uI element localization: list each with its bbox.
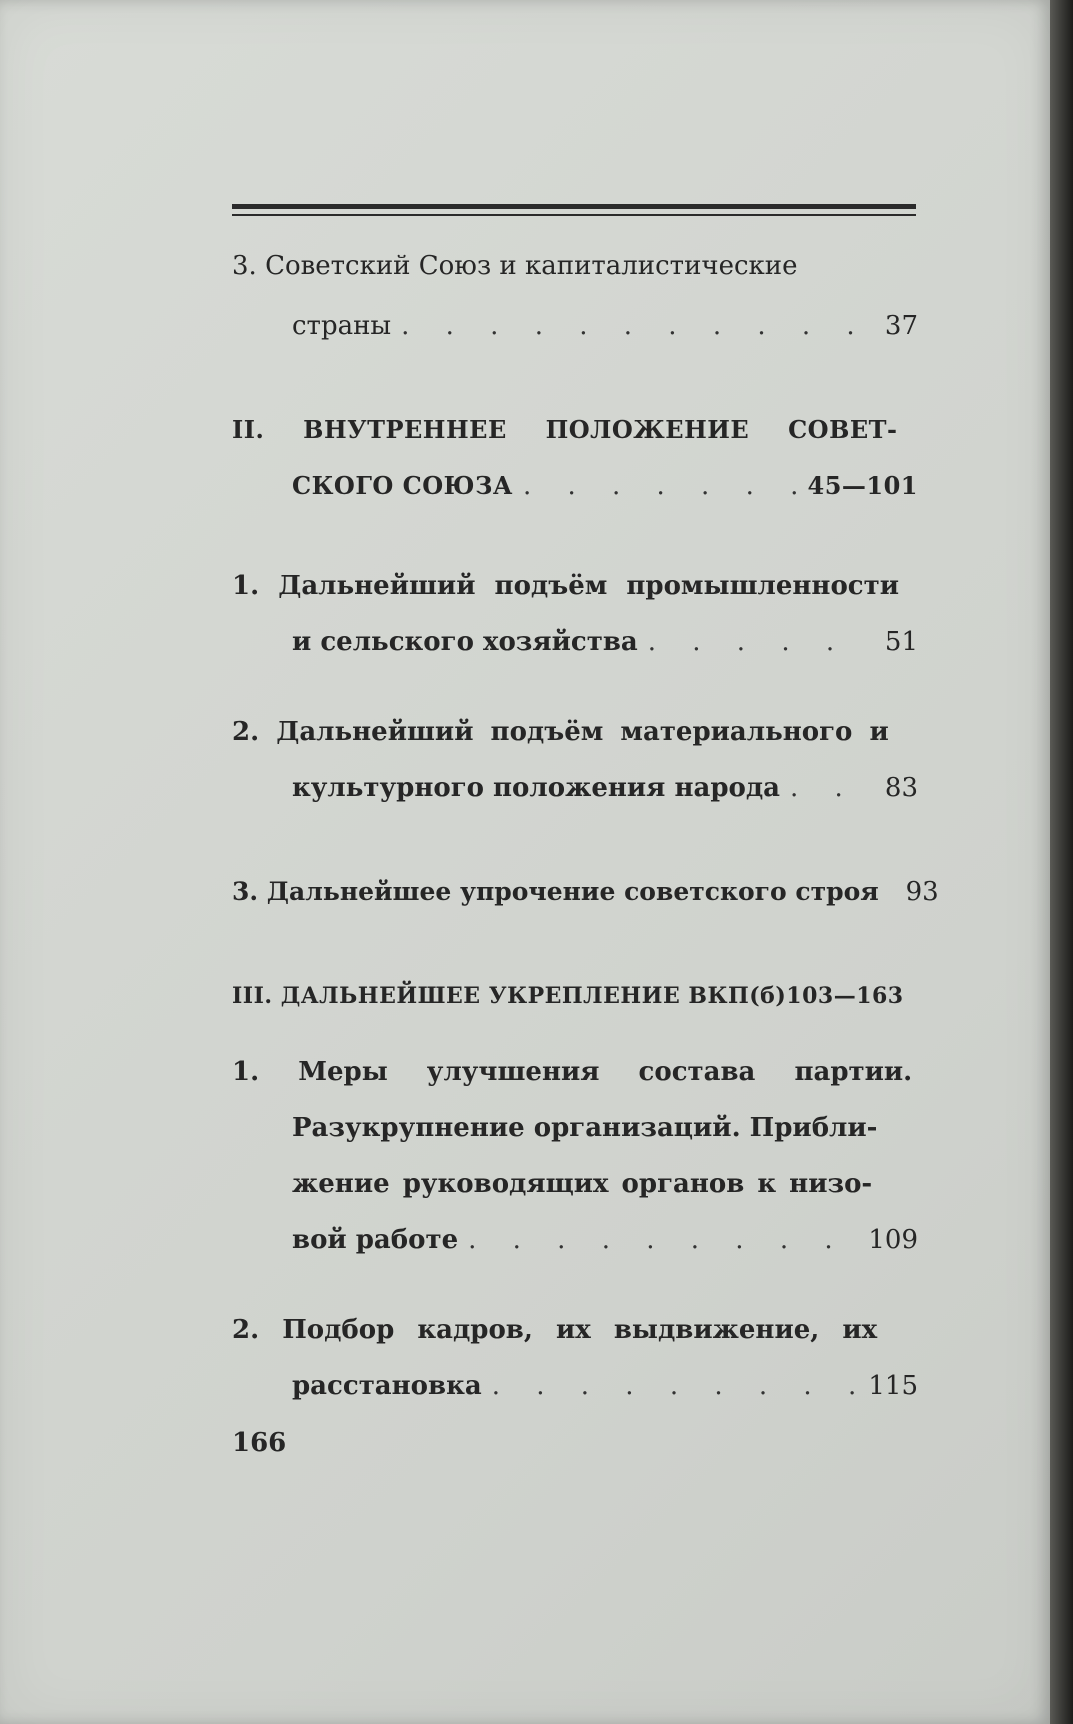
toc-section-heading: СКОГО СОЮЗА: [292, 471, 513, 500]
toc-entry-text: 2. Дальнейший подъём материального и: [232, 717, 889, 747]
toc-entry-party-line4: [292, 1220, 918, 1260]
toc-entry-material-line1: [232, 712, 918, 752]
dot-leader: [492, 1366, 859, 1406]
toc-section-heading: II. ВНУТРЕННЕЕ ПОЛОЖЕНИЕ СОВЕТ-: [232, 415, 898, 444]
toc-entry-industry-line2: [292, 622, 918, 662]
toc-entry-text: страны: [292, 311, 392, 341]
dot-leader: [401, 306, 868, 346]
toc-section-heading: III. ДАЛЬНЕЙШЕЕ УКРЕПЛЕНИЕ ВКП(б): [232, 983, 787, 1009]
dot-leader: [523, 466, 798, 506]
toc-entry-text: 2. Подбор кадров, их выдвижение, их: [232, 1315, 878, 1345]
toc-entry-text: вой работе: [292, 1225, 459, 1255]
toc-page-number: 83: [884, 773, 918, 803]
dot-leader: [790, 768, 868, 808]
toc-entry-text: 1. Меры улучшения состава партии.: [232, 1057, 913, 1087]
toc-entry-party-line3: [292, 1164, 918, 1204]
toc-entry-text: 3. Советский Союз и капиталистические: [232, 251, 798, 281]
toc-entry-text: и сельского хозяйства: [292, 627, 638, 657]
toc-entry-soviet-union-capitalist-line2: [292, 306, 918, 346]
toc-entry-soviet-union-capitalist-line1: [232, 246, 852, 286]
toc-entry-cadres-line2: [292, 1366, 918, 1406]
dot-leader: [648, 622, 868, 662]
toc-entry-soviet-order: [232, 872, 939, 912]
toc-entry-party-line2: [292, 1108, 918, 1148]
toc-entry-text: 3. Дальнейшее упрочение советского строя: [232, 877, 879, 906]
toc-entry-material-line2: [292, 768, 918, 808]
toc-entry-text: Разукрупнение организаций. Прибли-: [292, 1113, 878, 1143]
toc-page-number: 115: [868, 1371, 918, 1401]
toc-page-number: 51: [884, 627, 918, 657]
toc-page-range: 103—163: [786, 983, 904, 1009]
page-number: 166: [232, 1428, 287, 1458]
toc-page-number: 109: [868, 1225, 918, 1255]
top-rule-thick: [232, 204, 916, 209]
toc-section-ii-line1: [232, 410, 918, 450]
toc-entry-text: расстановка: [292, 1371, 482, 1401]
toc-page-number: 93: [905, 877, 939, 907]
toc-entry-cadres-line1: [232, 1310, 918, 1350]
toc-section-iii: [232, 976, 918, 1016]
toc-entry-text: 1. Дальнейший подъём промышленности: [232, 571, 900, 601]
toc-page-number: 37: [884, 311, 918, 341]
toc-entry-text: жение руководящих органов к низо-: [292, 1169, 873, 1199]
top-rule-thin: [232, 214, 916, 216]
dot-leader: [468, 1220, 858, 1260]
toc-entry-industry-line1: [232, 566, 918, 606]
toc-section-ii-line2: [292, 466, 918, 506]
book-spine-shadow: [1050, 0, 1073, 1724]
toc-entry-text: культурного положения народа: [292, 773, 781, 803]
toc-page-range: 45—101: [807, 471, 918, 500]
toc-entry-party-line1: [232, 1052, 918, 1092]
